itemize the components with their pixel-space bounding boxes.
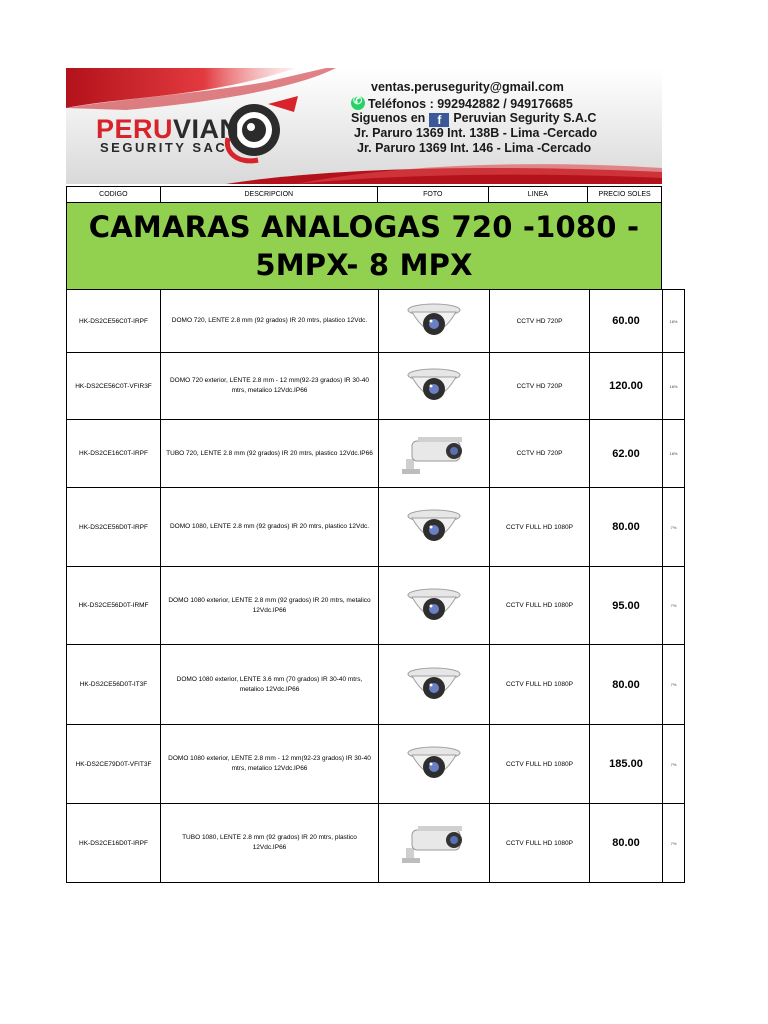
table-row <box>67 725 685 804</box>
bullet-camera-icon <box>398 431 470 477</box>
table-row <box>67 645 685 725</box>
column-header-line: LINEA <box>489 187 589 202</box>
product-description: DOMO 720 exterior, LENTE 2.8 mm - 12 mm(92-23 grados) IR 30-40 mtrs, metalico 12Vdc.IP66 <box>161 353 379 420</box>
column-header-price: PRECIO SOLES <box>598 191 651 198</box>
product-description: DOMO 1080 exterior, LENTE 3.6 mm (70 grados) IR 30-40 mtrs, metalico 12Vdc.IP66 <box>161 645 379 725</box>
product-photo <box>379 420 490 488</box>
product-photo <box>379 725 490 804</box>
dome-camera-icon <box>404 363 464 409</box>
product-photo <box>379 804 490 883</box>
company-header <box>66 68 662 184</box>
product-price: 80.00 <box>590 488 663 567</box>
product-line: CCTV FULL HD 1080P <box>490 645 590 725</box>
table-row <box>67 567 685 645</box>
product-table <box>66 289 685 883</box>
product-percent: 7% <box>663 567 685 645</box>
product-price: 80.00 <box>590 645 663 725</box>
product-price: 185.00 <box>590 725 663 804</box>
product-code: HK-DS2CE56D0T-IRMF <box>67 567 161 645</box>
product-percent: 7% <box>663 645 685 725</box>
product-description: DOMO 1080 exterior, LENTE 2.8 mm - 12 mm(92-23 grados) IR 30-40 mtrs, metalico 12Vdc.IP66 <box>161 725 379 804</box>
product-percent: 16% <box>663 353 685 420</box>
product-description: TUBO 720, LENTE 2.8 mm (92 grados) IR 20 mtrs, plastico 12Vdc.IP66 <box>161 420 379 488</box>
product-description: DOMO 720, LENTE 2.8 mm (92 grados) IR 20 mtrs, plastico 12Vdc. <box>161 290 379 353</box>
contact-follow <box>351 111 596 127</box>
product-description: DOMO 1080 exterior, LENTE 2.8 mm (92 grados) IR 20 mtrs, metalico 12Vdc.IP66 <box>161 567 379 645</box>
product-line: CCTV FULL HD 1080P <box>490 804 590 883</box>
contact-email: ventas.perusegurity@gmail.com <box>371 80 564 94</box>
banner-line-1: CAMARAS ANALOGAS 720 -1080 - <box>88 210 640 244</box>
product-price: 62.00 <box>590 420 663 488</box>
product-line: CCTV FULL HD 1080P <box>490 567 590 645</box>
product-photo <box>379 353 490 420</box>
dome-camera-icon <box>404 504 464 550</box>
dome-camera-icon <box>404 298 464 344</box>
dome-camera-icon <box>404 662 464 708</box>
table-row <box>67 488 685 567</box>
table-row <box>67 420 685 488</box>
category-banner <box>66 203 662 289</box>
follow-prefix: Siguenos en <box>351 111 426 125</box>
table-row <box>67 804 685 883</box>
product-percent: 7% <box>663 804 685 883</box>
phones-text: Teléfonos : 992942882 / 949176685 <box>368 97 573 111</box>
column-header-code: CODIGO <box>67 187 161 202</box>
whatsapp-icon <box>351 96 365 110</box>
product-percent: 16% <box>663 420 685 488</box>
facebook-icon: f <box>429 113 449 127</box>
product-photo <box>379 567 490 645</box>
product-percent: 7% <box>663 725 685 804</box>
product-code: HK-DS2CE16D0T-IRPF <box>67 804 161 883</box>
dome-camera-icon <box>404 583 464 629</box>
product-description: TUBO 1080, LENTE 2.8 mm (92 grados) IR 20 mtrs, plastico 12Vdc.IP66 <box>161 804 379 883</box>
contact-address-2: Jr. Paruro 1369 Int. 146 - Lima -Cercado <box>357 141 592 155</box>
product-code: HK-DS2CE56D0T-IT3F <box>67 645 161 725</box>
contact-phones <box>351 96 573 111</box>
product-photo <box>379 290 490 353</box>
product-line: CCTV HD 720P <box>490 420 590 488</box>
product-line: CCTV HD 720P <box>490 290 590 353</box>
table-row <box>67 290 685 353</box>
product-percent: 16% <box>663 290 685 353</box>
product-price: 80.00 <box>590 804 663 883</box>
dome-camera-icon <box>404 741 464 787</box>
column-header-photo: FOTO <box>378 187 489 202</box>
contact-address-1: Jr. Paruro 1369 Int. 138B - Lima -Cercado <box>354 126 598 140</box>
product-line: CCTV HD 720P <box>490 353 590 420</box>
bullet-camera-icon <box>398 820 470 866</box>
follow-name: Peruvian Segurity S.A.C <box>453 111 597 125</box>
product-code: HK-DS2CE56C0T-IRPF <box>67 290 161 353</box>
product-percent: 7% <box>663 488 685 567</box>
product-photo <box>379 488 490 567</box>
table-header <box>66 186 662 203</box>
brand-logo: PERUVIAN <box>96 114 240 144</box>
product-code: HK-DS2CE56D0T-IRPF <box>67 488 161 567</box>
product-photo <box>379 645 490 725</box>
product-line: CCTV FULL HD 1080P <box>490 488 590 567</box>
product-price: 120.00 <box>590 353 663 420</box>
product-price: 60.00 <box>590 290 663 353</box>
column-header-description: DESCRIPCION <box>161 187 378 202</box>
product-price: 95.00 <box>590 567 663 645</box>
banner-line-2: 5MPX- 8 MPX <box>255 248 473 282</box>
product-code: HK-DS2CE16C0T-IRPF <box>67 420 161 488</box>
product-rows <box>67 290 685 883</box>
product-description: DOMO 1080, LENTE 2.8 mm (92 grados) IR 20 mtrs, plastico 12Vdc. <box>161 488 379 567</box>
brand-dark-part: VIAN <box>173 114 240 144</box>
product-code: HK-DS2CE79D0T-VFIT3F <box>67 725 161 804</box>
brand-subtitle: SEGURITY SAC <box>100 140 228 155</box>
product-line: CCTV FULL HD 1080P <box>490 725 590 804</box>
product-code: HK-DS2CE56C0T-VFIR3F <box>67 353 161 420</box>
table-row <box>67 353 685 420</box>
